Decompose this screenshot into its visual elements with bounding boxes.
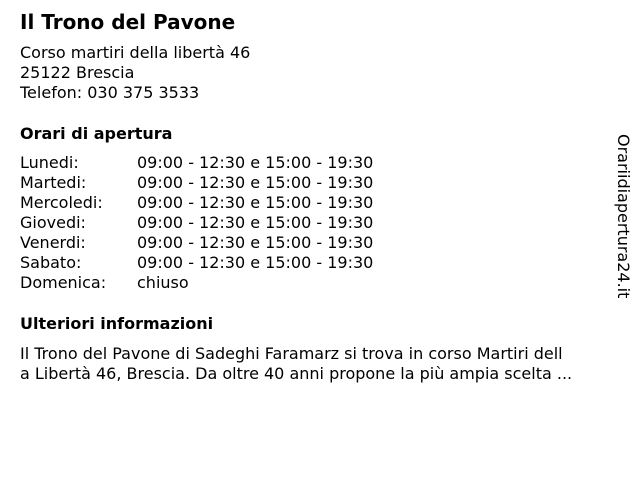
hours-time: 09:00 - 12:30 e 15:00 - 19:30 [137,233,374,252]
hours-time: chiuso [137,273,189,292]
opening-hours-table [20,153,440,293]
opening-hours-heading: Orari di apertura [20,124,173,143]
hours-time: 09:00 - 12:30 e 15:00 - 19:30 [137,213,374,232]
hours-day: Martedi: [20,173,87,192]
hours-row-wednesday [20,193,440,213]
hours-row-tuesday [20,173,440,193]
hours-day: Venerdi: [20,233,86,252]
hours-time: 09:00 - 12:30 e 15:00 - 19:30 [137,193,374,212]
more-info-heading: Ulteriori informazioni [20,314,214,333]
store-description [20,344,630,384]
hours-day: Sabato: [20,253,82,272]
hours-row-saturday [20,253,440,273]
hours-day: Mercoledi: [20,193,103,212]
hours-row-thursday [20,213,440,233]
site-watermark: Orariidiapertura24.it [614,134,633,299]
hours-row-friday [20,233,440,253]
hours-row-sunday [20,273,440,293]
hours-day: Domenica: [20,273,107,292]
store-name: Il Trono del Pavone [20,10,236,34]
hours-time: 09:00 - 12:30 e 15:00 - 19:30 [137,153,374,172]
description-line: a Libertà 46, Brescia. Da oltre 40 anni propone la più ampia scelta ... [20,364,573,383]
hours-time: 09:00 - 12:30 e 15:00 - 19:30 [137,173,374,192]
description-line: Il Trono del Pavone di Sadeghi Faramarz si trova in corso Martiri dell [20,344,563,363]
store-address-block [20,43,250,103]
address-street: Corso martiri della libertà 46 [20,43,251,62]
hours-row-monday [20,153,440,173]
address-city: 25122 Brescia [20,63,135,82]
hours-time: 09:00 - 12:30 e 15:00 - 19:30 [137,253,374,272]
phone-number: Telefon: 030 375 3533 [20,83,200,102]
hours-day: Lunedi: [20,153,79,172]
hours-day: Giovedi: [20,213,86,232]
